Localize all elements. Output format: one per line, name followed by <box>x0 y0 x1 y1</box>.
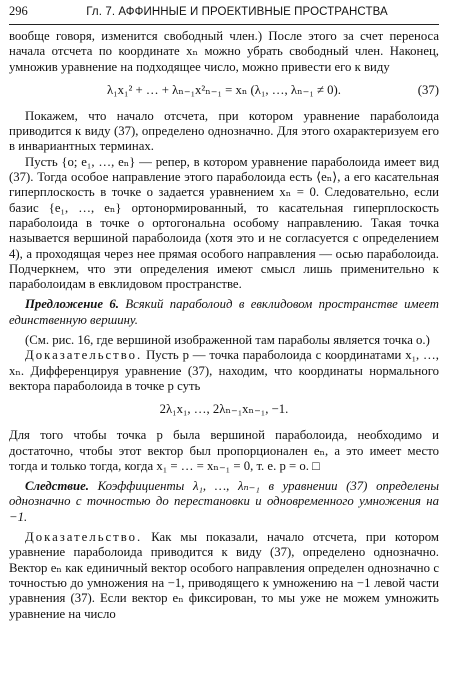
corollary-label: Следствие. <box>25 479 89 494</box>
header-rule <box>9 24 439 25</box>
paragraph-1: вообще говоря, изменится свободный член.) После этого за счет переноса начала отсчета по координате xₙ можно убрать свободный член. Наконец, умножив уравнение на подходящее число, можно привести его к виду <box>9 29 439 74</box>
normal-vector-expression: 2λ₁x₁, …, 2λₙ₋₁xₙ₋₁, −1. <box>159 402 289 417</box>
paragraph-6: Для того чтобы точка p была вершиной параболоида, необходимо и достаточно, чтобы этот вектор был пропорционален eₙ, а это имеет место тогда и только тогда, когда x₁ = … = xₙ₋₁ = 0, т. е. p = o. □ <box>9 428 439 473</box>
proposition-text: Всякий параболоид в евклидовом пространстве имеет единственную вершину. <box>9 297 439 327</box>
corollary-text: Коэффициенты λ₁, …, λₙ₋₁ в уравнении (37) определены однозначно с точностью до перестановки и одновременного умножения на −1. <box>9 479 439 524</box>
equation-37-number: (37) <box>417 82 439 97</box>
proof-label: Доказательство. <box>25 348 143 363</box>
proof2-paragraph <box>9 530 439 622</box>
proof-paragraph <box>9 348 439 394</box>
paragraph-2: Покажем, что начало отсчета, при котором уравнение параболоида приводится к виду (37), определено однозначно. Для этого охарактеризуем его в инвариантных терминах. <box>9 108 439 154</box>
paragraph-3: Пусть {o; e₁, …, eₙ} — репер, в котором уравнение параболоида имеет вид (37). Тогда особое направление этого параболоида есть ⟨eₙ⟩, а его касательная гиперплоскость в точке o задается уравнением xₙ = 0. Следовательно, если базис {e₁, …, eₙ} ортонормированный, то касательная гиперплоскость параболоида в точке o ортогональна особому направлению. Такая точка называется вершиной параболоида (хотя это и не согласуется с определением 4), а проходящая через нее прямая особого направления — осью параболоида. Подчеркнем, что эти определения имеют смысл лишь применительно к параболоидам в евклидовом пространстве. <box>9 154 439 292</box>
proof-text: Пусть p — точка параболоида с координатами x₁, …, xₙ. Дифференцируя уравнение (37), находим, что координаты нормального вектора параболоида в точке p суть <box>9 348 439 393</box>
equation-37 <box>9 81 439 103</box>
equation-37-expression: λ₁x₁² + … + λₙ₋₁x²ₙ₋₁ = xₙ (λ₁, …, λₙ₋₁ ≠ 0). <box>107 82 341 97</box>
paragraph-4: (См. рис. 16, где вершиной изображенной там параболы является точка o.) <box>25 333 430 348</box>
page-header <box>9 4 439 24</box>
corollary <box>9 479 439 525</box>
proof2-text: Как мы показали, начало отсчета, при котором уравнение параболоида приводится к виду (37), определено однозначно. Вектор eₙ как единичный вектор особого направления определен однозначно с точностью до умножения на −1, приводящего к умножению на −1 левой части уравнения (37). Если вектор eₙ фиксирован, то мы уже не можем умножить уравнение на число <box>9 530 439 621</box>
page-body <box>9 29 439 622</box>
page-number: 296 <box>9 4 28 18</box>
proposition-label: Предложение 6. <box>25 297 119 312</box>
normal-vector-formula <box>9 400 439 422</box>
proposition-6 <box>9 297 439 328</box>
proof2-label: Доказательство. <box>25 530 143 545</box>
running-title: Гл. 7. АФФИННЫЕ И ПРОЕКТИВНЫЕ ПРОСТРАНСТВА <box>86 6 388 18</box>
